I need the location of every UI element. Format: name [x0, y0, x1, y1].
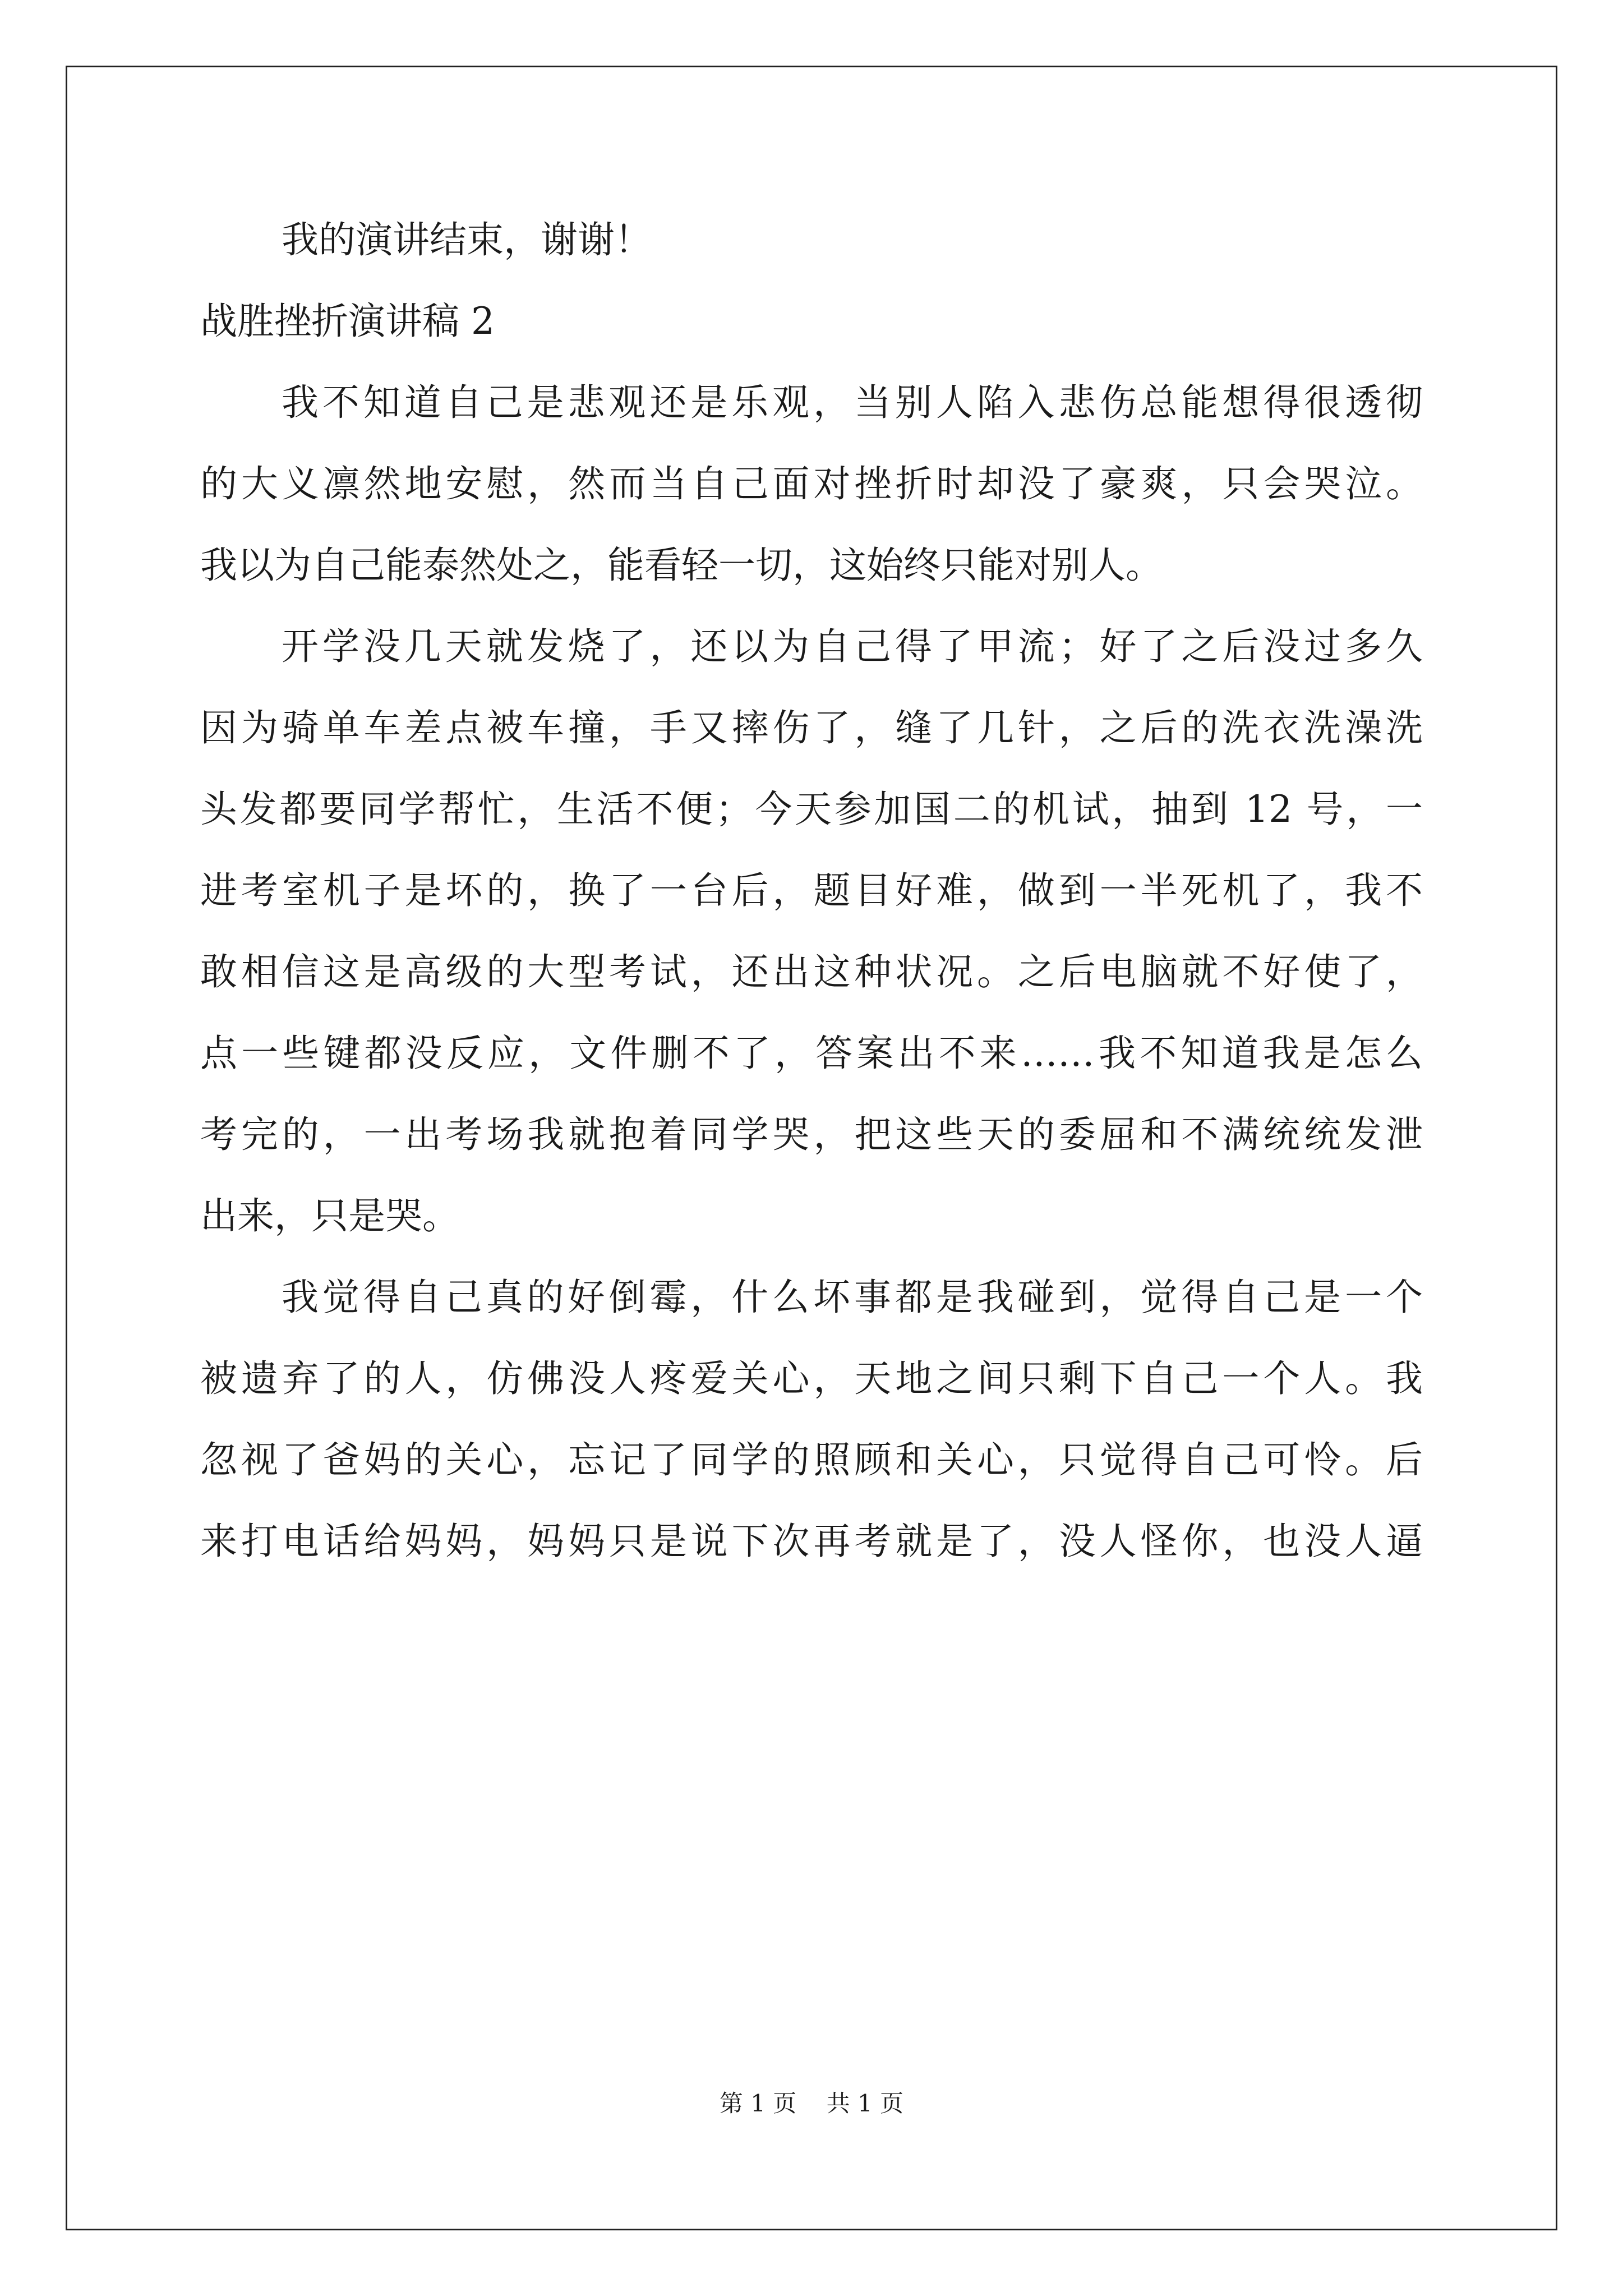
- text-line: 被遗弃了的人，仿佛没人疼爱关心，天地之间只剩下自己一个人。我: [200, 1357, 1423, 1400]
- text-line: 因为骑单车差点被车撞，手又摔伤了，缝了几针，之后的洗衣洗澡洗: [200, 706, 1423, 749]
- text-line: 我的演讲结束，谢谢！: [282, 218, 652, 261]
- text-line: 来打电话给妈妈，妈妈只是说下次再考就是了，没人怪你，也没人逼: [200, 1520, 1423, 1563]
- text-line: 出来，只是哭。: [200, 1194, 459, 1237]
- text-line: 敢相信这是高级的大型考试，还出这种状况。之后电脑就不好使了，: [200, 950, 1423, 993]
- text-line: 我觉得自己真的好倒霉，什么坏事都是我碰到，觉得自己是一个: [282, 1276, 1423, 1319]
- text-line: 开学没几天就发烧了，还以为自己得了甲流；好了之后没过多久: [282, 625, 1423, 668]
- text-line: 头发都要同学帮忙，生活不便；今天参加国二的机试，抽到 12 号，一: [200, 788, 1423, 831]
- text-line: 点一些键都没反应，文件删不了，答案出不来……我不知道我是怎么: [200, 1032, 1423, 1075]
- text-line: 考完的，一出考场我就抱着同学哭，把这些天的委屈和不满统统发泄: [200, 1113, 1423, 1156]
- page-footer: 第 1 页 共 1 页: [719, 2090, 904, 2117]
- text-line: 我不知道自己是悲观还是乐观，当别人陷入悲伤总能想得很透彻: [282, 381, 1423, 424]
- section-title: 战胜挫折演讲稿 2: [200, 300, 495, 343]
- text-line: 我以为自己能泰然处之，能看轻一切，这始终只能对别人。: [200, 544, 1163, 587]
- text-line: 的大义凛然地安慰，然而当自己面对挫折时却没了豪爽，只会哭泣。: [200, 462, 1423, 505]
- document-body: [200, 213, 1423, 1596]
- text-line: 忽视了爸妈的关心，忘记了同学的照顾和关心，只觉得自己可怜。后: [200, 1438, 1423, 1481]
- text-line: 进考室机子是坏的，换了一台后，题目好难，做到一半死机了，我不: [200, 869, 1423, 912]
